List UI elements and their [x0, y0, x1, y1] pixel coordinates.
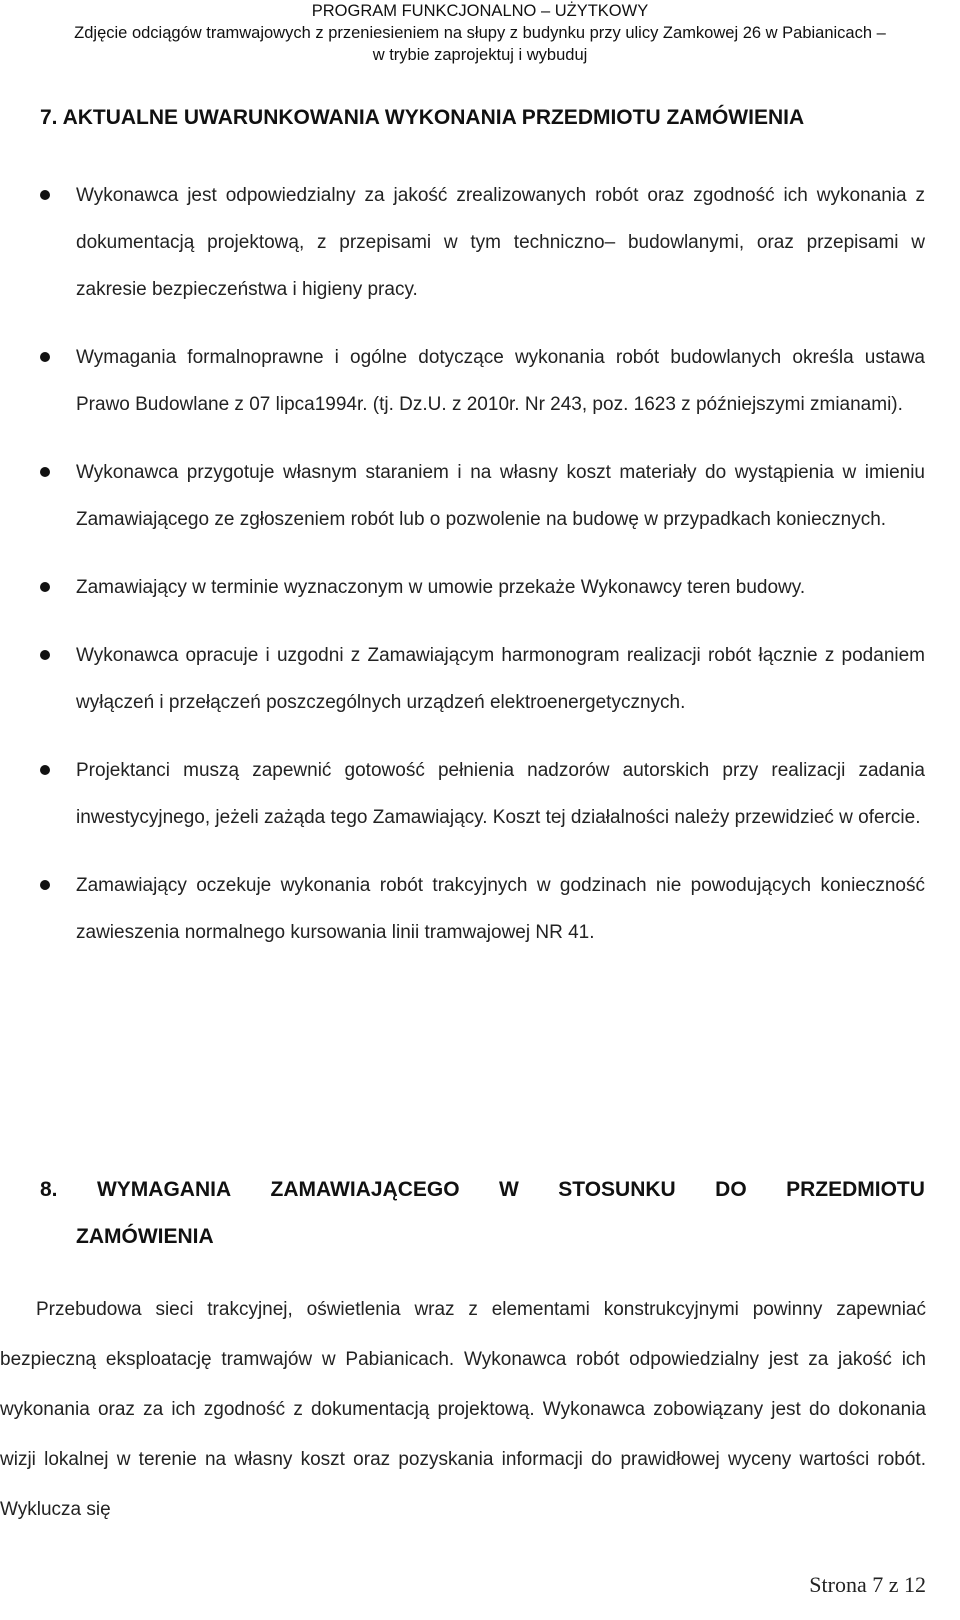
list-item	[40, 564, 925, 611]
header-line-2: Zdjęcie odciągów tramwajowych z przeniesieniem na słupy z budynku przy ulicy Zamkowej 26 w Pabianicach –	[74, 24, 886, 42]
section-8-word: W	[498, 1178, 519, 1201]
section-8-paragraph: Przebudowa sieci trakcyjnej, oświetlenia wraz z elementami konstrukcyjnymi powinny zapewniać bezpieczną eksploatację tramwajów w Pabianicach. Wykonawca robót odpowiedzialny jest za jakość ich wykonania oraz za ich zgodność z dokumentacją projektową. Wykonawca zobowiązany jest do dokonania wizji lokalnej w terenie na własny koszt oraz pozyskania informacji do prawidłowej wyceny wartości robót. Wyklucza się	[0, 1299, 926, 1520]
list-item-text: Wymagania formalnoprawne i ogólne dotyczące wykonania robót budowlanych określa ustawa Prawo Budowlane z 07 lipca1994r. (tj. Dz.U. z 2010r. Nr 243, poz. 1623 z późniejszymi zmianami).	[76, 347, 925, 415]
section-8-word: PRZEDMIOTU	[786, 1178, 925, 1201]
header-line-3: w trybie zaprojektuj i wybuduj	[372, 46, 588, 64]
list-item-text: Projektanci muszą zapewnić gotowość pełnienia nadzorów autorskich przy realizacji zadania inwestycyjnego, jeżeli zażąda tego Zamawiający. Koszt tej działalności należy przewidzieć w ofercie.	[76, 760, 925, 828]
list-item-text: Zamawiający w terminie wyznaczonym w umowie przekaże Wykonawcy teren budowy.	[76, 577, 806, 598]
bullet-icon	[40, 880, 50, 890]
bullet-icon	[40, 352, 50, 362]
section-8-word: STOSUNKU	[558, 1178, 676, 1201]
bullet-icon	[40, 190, 50, 200]
section-8-number: 8.	[40, 1178, 58, 1201]
page-number: Strona 7 z 12	[809, 1572, 926, 1597]
list-item	[40, 632, 925, 726]
section-8-heading-line-1	[40, 1166, 925, 1213]
section-7-heading: 7. AKTUALNE UWARUNKOWANIA WYKONANIA PRZEDMIOTU ZAMÓWIENIA	[40, 106, 805, 129]
list-item	[40, 334, 925, 428]
list-item	[40, 172, 925, 313]
section-8-word: ZAMAWIAJĄCEGO	[270, 1178, 460, 1201]
list-item-text: Wykonawca przygotuje własnym staraniem i na własny koszt materiały do wystąpienia w imieniu Zamawiającego ze zgłoszeniem robót lub o pozwolenie na budowę w przypadkach koniecznych.	[76, 462, 925, 530]
section-8-word: DO	[715, 1178, 747, 1201]
list-item	[40, 862, 925, 956]
page-header	[0, 0, 960, 66]
bullet-icon	[40, 467, 50, 477]
bullet-icon	[40, 582, 50, 592]
list-item	[40, 449, 925, 543]
section-8-word: WYMAGANIA	[96, 1178, 232, 1201]
section-8-heading	[40, 1166, 925, 1260]
bullet-icon	[40, 650, 50, 660]
section-8-heading-line-2: ZAMÓWIENIA	[76, 1225, 214, 1248]
list-item-text: Wykonawca opracuje i uzgodni z Zamawiającym harmonogram realizacji robót łącznie z podaniem wyłączeń i przełączeń poszczególnych urządzeń elektroenergetycznych.	[76, 645, 925, 713]
header-line-1: PROGRAM FUNKCJONALNO – UŻYTKOWY	[311, 2, 649, 20]
bullet-icon	[40, 765, 50, 775]
list-item-text: Wykonawca jest odpowiedzialny za jakość zrealizowanych robót oraz zgodność ich wykonania z dokumentacją projektową, z przepisami w tym techniczno– budowlanymi, oraz przepisami w zakresie bezpieczeństwa i higieny pracy.	[76, 185, 925, 300]
section-7-bullet-list	[40, 172, 925, 977]
list-item-text: Zamawiający oczekuje wykonania robót trakcyjnych w godzinach nie powodujących konieczność zawieszenia normalnego kursowania linii tramwajowej NR 41.	[76, 875, 925, 943]
list-item	[40, 747, 925, 841]
